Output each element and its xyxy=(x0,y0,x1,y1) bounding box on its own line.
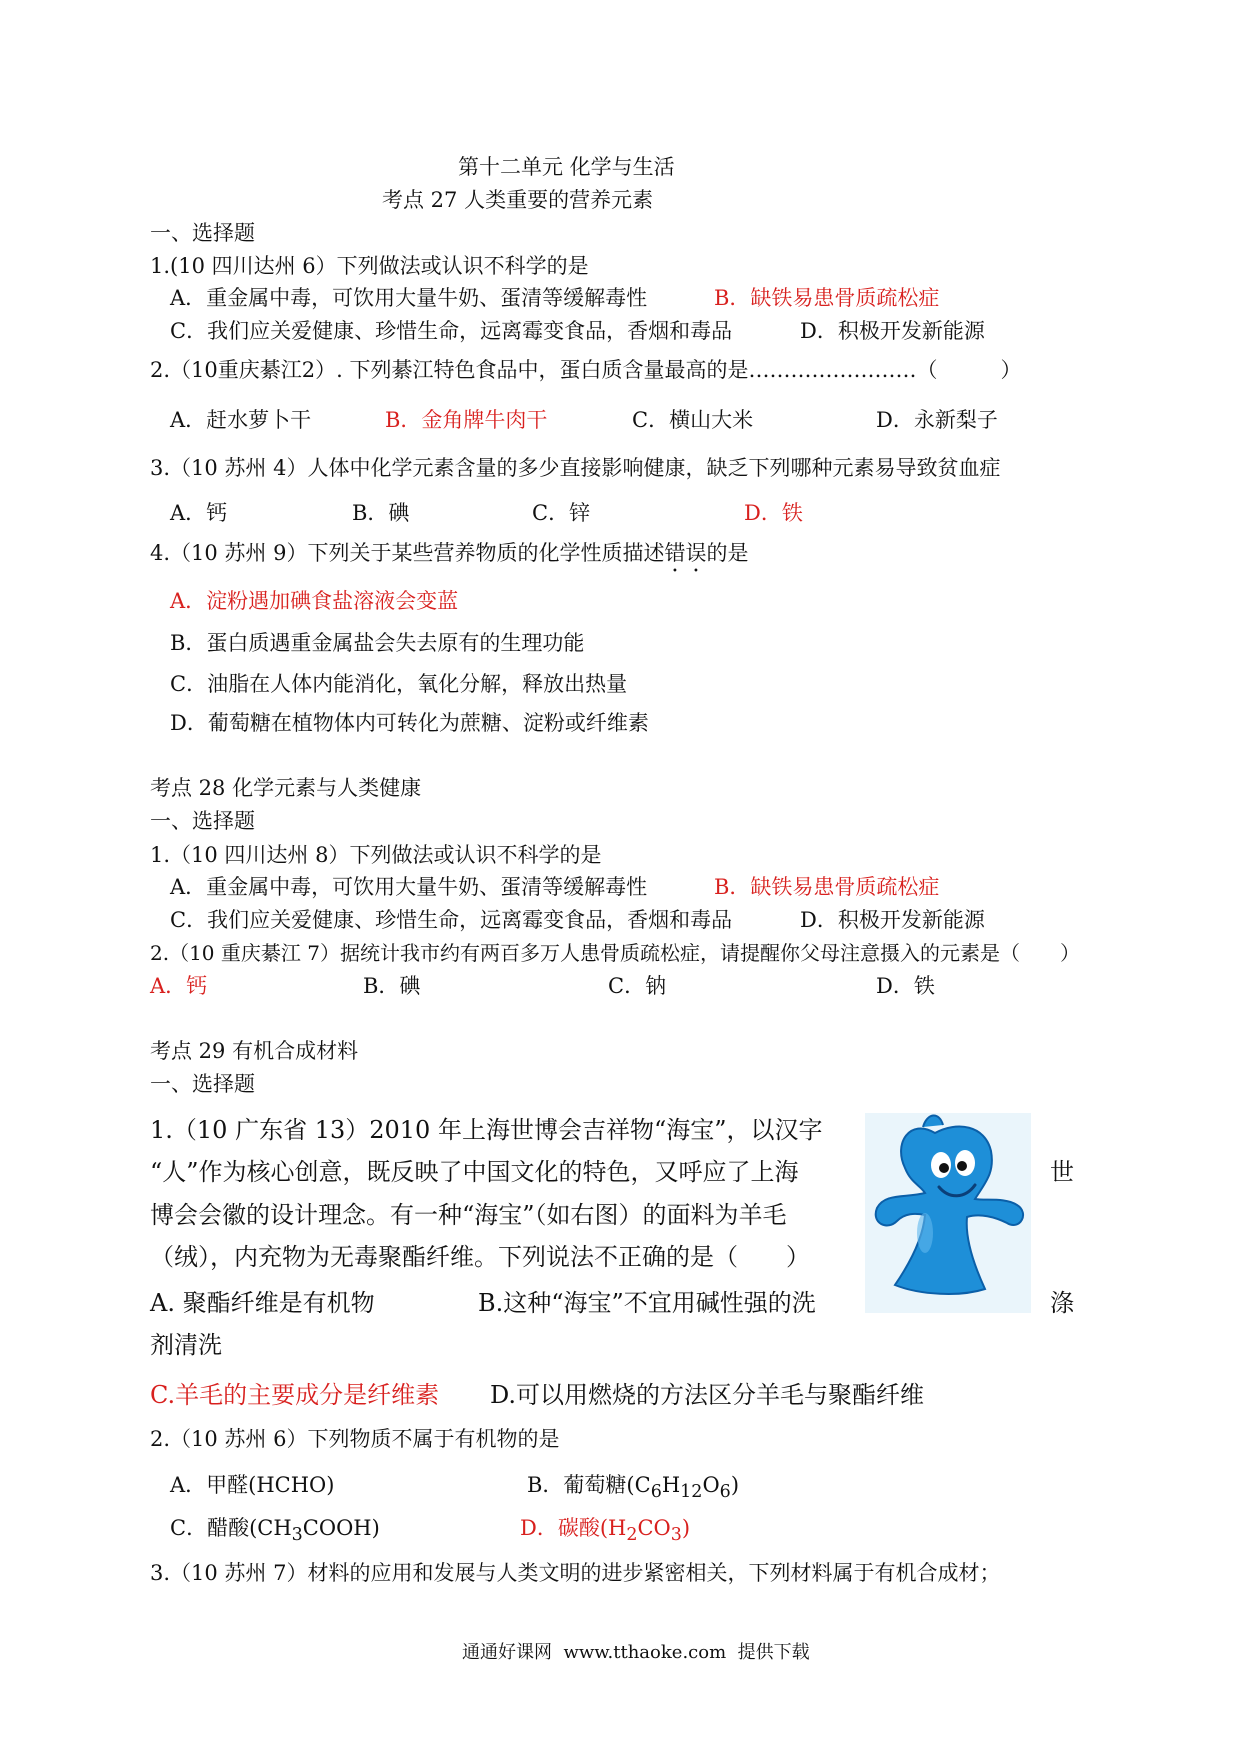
q2d-text3: ) xyxy=(681,1516,691,1540)
k29-q2-option-b xyxy=(527,1472,739,1505)
k29-q1-option-d: D.可以用燃烧的方法区分羊毛与聚酯纤维 xyxy=(490,1381,925,1409)
k29-q2-option-c xyxy=(170,1515,380,1548)
k27-q2-option-a: A．赶水萝卜干 xyxy=(170,408,312,432)
k29-q1-line6: 剂清洗 xyxy=(150,1331,222,1359)
k29-q1-option-b: B.这种“海宝”不宜用碱性强的洗 xyxy=(478,1289,816,1317)
k27-q1-option-c: C．我们应关爱健康、珍惜生命，远离霉变食品，香烟和毒品 xyxy=(170,319,733,343)
k29-q1-option-c: C.羊毛的主要成分是纤维素 xyxy=(150,1381,440,1409)
k27-q2-stem: 2.（10重庆綦江2）. 下列綦江特色食品中，蛋白质含量最高的是……………………（ ） xyxy=(150,358,1022,382)
k29-q1-option-a: A. 聚酯纤维是有机物 xyxy=(150,1289,375,1317)
k27-q3-option-c: C．锌 xyxy=(532,501,591,525)
k28-q1-option-b: B．缺铁易患骨质疏松症 xyxy=(714,875,940,899)
k27-q4-option-c: C．油脂在人体内能消化，氧化分解，释放出热量 xyxy=(170,672,628,696)
k27-q4-option-a: A．淀粉遇加碘食盐溶液会变蓝 xyxy=(170,589,459,613)
k27-q4-option-d: D．葡萄糖在植物体内可转化为蔗糖、淀粉或纤维素 xyxy=(170,711,649,735)
q2b-sub3: 6 xyxy=(719,1482,731,1503)
q4-stem-emph-1: 错 xyxy=(664,541,686,565)
q2d-sub2: 3 xyxy=(670,1525,682,1546)
k29-q1-line5-tail: 涤 xyxy=(1050,1289,1074,1317)
k29-q1-line2-tail: 世 xyxy=(1050,1158,1074,1186)
q2b-text: B．葡萄糖(C xyxy=(527,1473,651,1497)
k27-q1-option-b: B．缺铁易患骨质疏松症 xyxy=(714,286,940,310)
kaodian28-title: 考点 28 化学元素与人类健康 xyxy=(150,776,422,800)
k28-q1-stem: 1.（10 四川达州 8）下列做法或认识不科学的是 xyxy=(150,843,602,867)
kaodian27-title: 考点 27 人类重要的营养元素 xyxy=(382,188,654,212)
q2d-text2: CO xyxy=(637,1516,671,1540)
k28-q1-option-c: C．我们应关爱健康、珍惜生命，远离霉变食品，香烟和毒品 xyxy=(170,908,733,932)
k28-q2-stem: 2.（10 重庆綦江 7）据统计我市约有两百多万人患骨质疏松症，请提醒你父母注意摄入的元素是（ ） xyxy=(150,941,1080,965)
q2b-text4: ) xyxy=(730,1473,740,1497)
k29-q1-line3: 博会会徽的设计理念。有一种“海宝”（如右图）的面料为羊毛 xyxy=(150,1201,787,1229)
q4-stem-pre: 4.（10 苏州 9）下列关于某些营养物质的化学性质描述 xyxy=(150,541,665,565)
q2b-sub2: 12 xyxy=(680,1482,703,1503)
k28-q1-option-d: D．积极开发新能源 xyxy=(800,908,985,932)
k29-q2-stem: 2.（10 苏州 6）下列物质不属于有机物的是 xyxy=(150,1427,560,1451)
q2c-text2: COOH) xyxy=(302,1516,380,1540)
k27-q1-option-a: A．重金属中毒，可饮用大量牛奶、蛋清等缓解毒性 xyxy=(170,286,648,310)
q2b-text3: O xyxy=(702,1473,720,1497)
k29-q2-option-a: A．甲醛(HCHO) xyxy=(170,1473,335,1497)
k27-q2-option-d: D．永新梨子 xyxy=(876,408,998,432)
k27-q4-stem xyxy=(150,540,748,566)
kaodian29-title: 考点 29 有机合成材料 xyxy=(150,1039,359,1063)
k27-q2-option-c: C．横山大米 xyxy=(632,408,754,432)
q2c-sub1: 3 xyxy=(291,1525,303,1546)
unit-title: 第十二单元 化学与生活 xyxy=(458,155,675,179)
k29-q1-line4: （绒），内充物为无毒聚酯纤维。下列说法不正确的是（ ） xyxy=(150,1243,810,1271)
k28-section: 一、选择题 xyxy=(150,809,255,833)
k29-q1-line1: 1.（10 广东省 13）2010 年上海世博会吉祥物“海宝”，以汉字 xyxy=(150,1116,823,1144)
k27-section: 一、选择题 xyxy=(150,221,255,245)
k27-q1-stem: 1.(10 四川达州 6）下列做法或认识不科学的是 xyxy=(150,254,589,278)
q2c-text: C．醋酸(CH xyxy=(170,1516,292,1540)
k28-q2-option-d: D．铁 xyxy=(876,974,935,998)
q2d-sub1: 2 xyxy=(626,1525,638,1546)
k27-q3-stem: 3.（10 苏州 4）人体中化学元素含量的多少直接影响健康，缺乏下列哪种元素易导致贫血症 xyxy=(150,456,1001,480)
page-footer: 通通好课网 www.tthaoke.com 提供下载 xyxy=(462,1642,810,1663)
k27-q3-option-b: B．碘 xyxy=(352,501,410,525)
k28-q2-option-b: B．碘 xyxy=(363,974,421,998)
k27-q2-option-b: B．金角牌牛肉干 xyxy=(385,408,548,432)
k27-q1-option-d: D．积极开发新能源 xyxy=(800,319,985,343)
k28-q1-option-a: A．重金属中毒，可饮用大量牛奶、蛋清等缓解毒性 xyxy=(170,875,648,899)
k28-q2-option-a: A．钙 xyxy=(150,974,208,998)
k29-q1-line2: “人”作为核心创意，既反映了中国文化的特色，又呼应了上海 xyxy=(150,1158,799,1186)
k29-q3-stem: 3.（10 苏州 7）材料的应用和发展与人类文明的进步紧密相关，下列材料属于有机合成材； xyxy=(150,1561,1001,1585)
q2b-sub1: 6 xyxy=(650,1482,662,1503)
q4-stem-post: 的是 xyxy=(706,541,749,565)
q2d-text: D．碳酸(H xyxy=(520,1516,627,1540)
k29-section: 一、选择题 xyxy=(150,1072,255,1096)
k28-q2-option-c: C．钠 xyxy=(608,974,667,998)
q2b-text2: H xyxy=(661,1473,681,1497)
k29-q2-option-d xyxy=(520,1515,690,1548)
k27-q4-option-b: B．蛋白质遇重金属盐会失去原有的生理功能 xyxy=(170,631,585,655)
haibao-mascot-image xyxy=(865,1113,1031,1313)
k27-q3-option-d: D．铁 xyxy=(744,501,803,525)
k27-q3-option-a: A．钙 xyxy=(170,501,228,525)
q4-stem-emph-2: 误 xyxy=(685,541,707,565)
